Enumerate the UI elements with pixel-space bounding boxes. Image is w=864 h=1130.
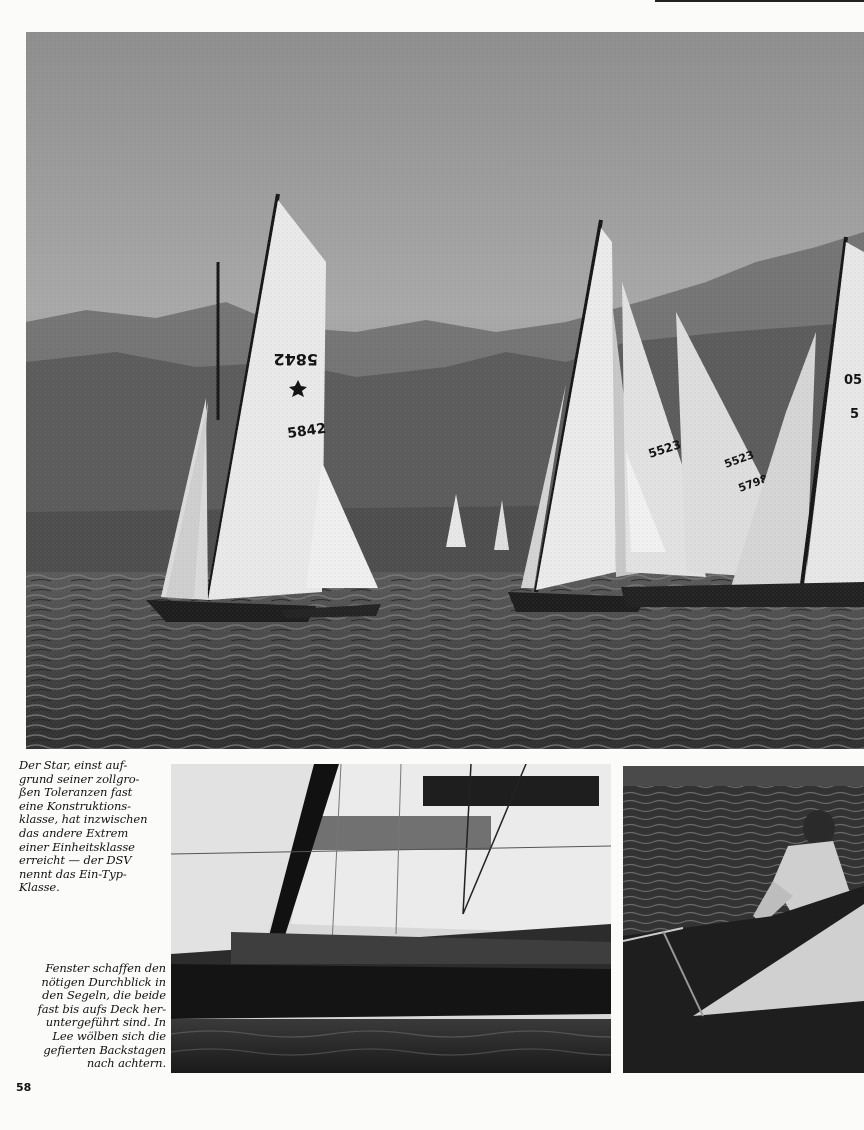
caption-line: den Segeln, die beide — [42, 988, 166, 1003]
caption-line: Fenster schaffen den — [45, 961, 166, 975]
photo-sail-windows-closeup — [171, 764, 611, 1073]
caption-line: gefierten Backstagen — [43, 1042, 166, 1057]
caption-line: einer Einheitsklasse — [19, 839, 135, 854]
caption-line: fast bis aufs Deck her- — [37, 1001, 166, 1016]
caption-line: klasse, hat inzwischen — [19, 812, 148, 827]
caption-line: Der Star, einst auf- — [19, 758, 128, 772]
photo-left-illustration — [171, 764, 611, 1073]
caption-star-class — [19, 759, 169, 895]
photo-crew-member-closeup — [623, 766, 864, 1073]
caption-line: nötigen Durchblick in — [41, 974, 166, 989]
caption-line: Lee wölben sich die — [52, 1028, 166, 1043]
caption-line: nach achtern. — [86, 1056, 166, 1071]
caption-sail-windows — [2, 962, 166, 1071]
top-rule — [655, 0, 864, 2]
caption-line: nennt das Ein-Typ- — [19, 866, 127, 881]
caption-line: grund seiner zollgro- — [19, 771, 140, 786]
caption-line: erreicht — der DSV — [19, 853, 132, 868]
caption-line: ßen Toleranzen fast — [19, 785, 133, 800]
photo-main-illustration — [26, 32, 864, 749]
caption-line: Klasse. — [19, 880, 60, 895]
caption-line: eine Konstruktions- — [19, 798, 131, 813]
caption-line: das andere Extrem — [19, 825, 129, 840]
photo-star-boats-regatta — [26, 32, 864, 749]
photo-right-illustration — [623, 766, 864, 1073]
page-number: 58 — [16, 1081, 32, 1094]
caption-line: untergeführt sind. In — [45, 1015, 166, 1030]
